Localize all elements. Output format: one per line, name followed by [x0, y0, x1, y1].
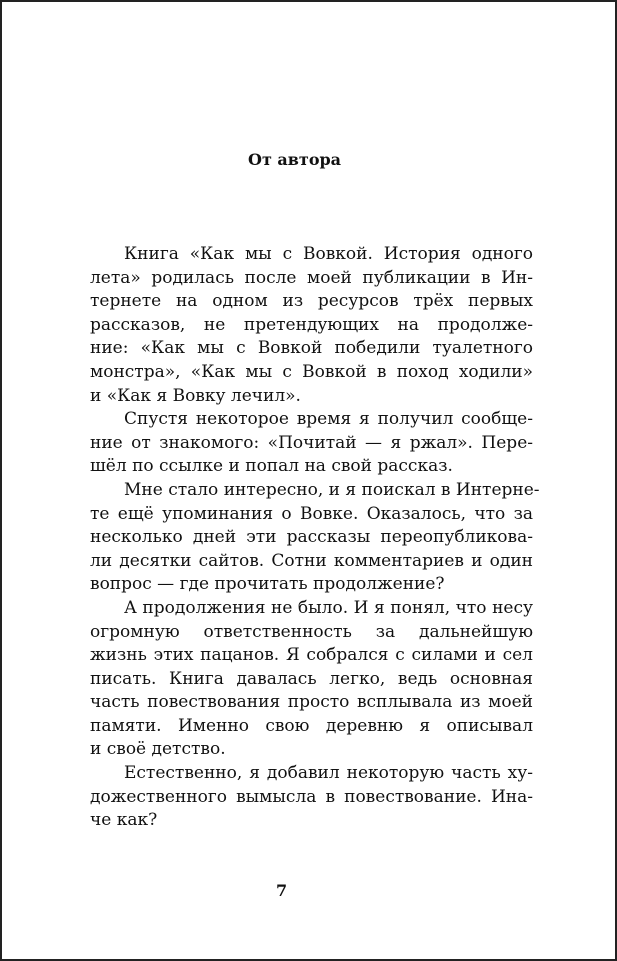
text-line: памяти. Именно свою деревню я описывал — [90, 715, 533, 736]
text-line: часть повествования просто всплывала из моей — [90, 692, 533, 713]
paragraph — [90, 479, 540, 597]
paragraph — [90, 408, 533, 479]
text-line: шёл по ссылке и попал на свой рассказ. — [90, 456, 453, 477]
text-line: ние: «Как мы с Вовкой победили туалетного — [90, 338, 533, 359]
text-line: огромную ответственность за дальнейшую — [90, 621, 533, 642]
paragraph — [90, 243, 533, 408]
text-line: Мне стало интересно, и я поискал в Интерне- — [124, 479, 540, 500]
paragraph — [90, 762, 533, 833]
body-text — [90, 243, 540, 833]
text-line: те ещё упоминания о Вовке. Оказалось, что за — [90, 503, 533, 524]
text-line: лета» родилась после моей публикации в Ин- — [90, 267, 533, 288]
text-line: че как? — [90, 810, 158, 831]
text-line: жизнь этих пацанов. Я собрался с силами и сел — [90, 645, 533, 666]
text-line: А продолжения не было. И я понял, что несу — [124, 597, 533, 618]
text-line: несколько дней эти рассказы переопубликова- — [90, 527, 533, 548]
text-line: тернете на одном из ресурсов трёх первых — [90, 291, 533, 312]
chapter-heading: От автора — [248, 150, 342, 169]
text-line: писать. Книга давалась легко, ведь основная — [90, 668, 533, 689]
text-line: Книга «Как мы с Вовкой. История одного — [124, 244, 533, 264]
text-line: монстра», «Как мы с Вовкой в поход ходили» — [90, 361, 533, 382]
text-line: и «Как я Вовку лечил». — [90, 385, 301, 406]
paragraph — [90, 597, 533, 762]
text-line: рассказов, не претендующих на продолже- — [90, 314, 533, 335]
text-line: ли десятки сайтов. Сотни комментариев и один — [90, 550, 533, 571]
text-line: дожественного вымысла в повествование. Ина- — [90, 786, 533, 807]
text-line: вопрос — где прочитать продолжение? — [90, 574, 445, 595]
text-line: Естественно, я добавил некоторую часть ху- — [124, 763, 533, 784]
text-line: Спустя некоторое время я получил сообще- — [124, 409, 533, 430]
text-line: и своё детство. — [90, 739, 226, 760]
text-line: ние от знакомого: «Почитай — я ржал». Пере- — [90, 432, 533, 453]
page-number: 7 — [276, 881, 288, 900]
